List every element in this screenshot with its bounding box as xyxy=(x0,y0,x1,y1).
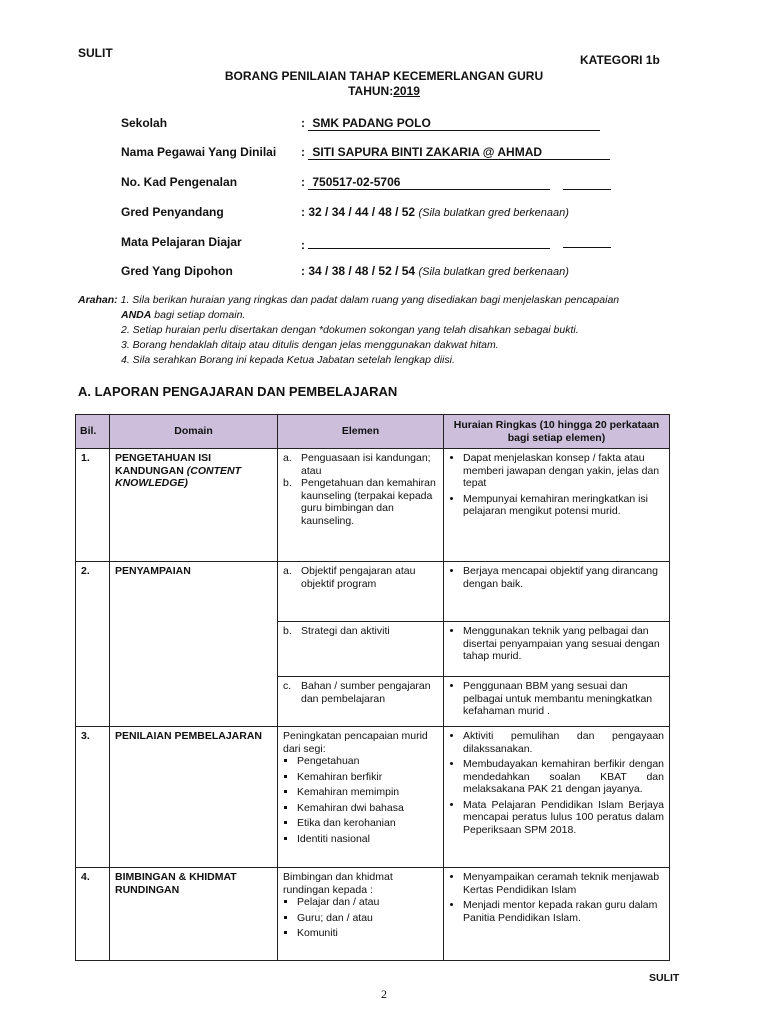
mata-pelajaran-extra-blank[interactable] xyxy=(563,247,611,248)
year-label: TAHUN: xyxy=(348,84,394,98)
list-item: • Berjaya mencapai objektif yang dirancang dengan baik. xyxy=(463,565,664,590)
list-item: • Aktiviti pemulihan dan pengayaan dilakssanakan. xyxy=(463,730,664,755)
list-item: • Membudayakan kemahiran berfikir dengan mendedahkan soalan KBAT dan melaksakana PAK 21 dengan jayanya. xyxy=(463,758,664,796)
row-huraian[interactable] xyxy=(444,868,670,961)
list-item: • Menjadi mentor kepada rakan guru dalam Panitia Pendidikan Islam. xyxy=(463,899,664,924)
list-item: • Dapat menjelaskan konsep / fakta atau memberi jawapan dengan yakin, jelas dan tepat xyxy=(463,452,664,490)
kad-extra-blank[interactable] xyxy=(563,189,611,190)
header-domain: Domain xyxy=(110,415,278,449)
header-sulit: SULIT xyxy=(78,46,113,60)
instruction-1: 1. Sila berikan huraian yang ringkas dan padat dalam ruang yang disediakan bagi menjelaskan pencapaian xyxy=(120,294,620,306)
header-kategori: KATEGORI 1b xyxy=(580,53,660,67)
kad-label: No. Kad Pengenalan xyxy=(121,175,238,189)
row-domain: BIMBINGAN & KHIDMAT RUNDINGAN xyxy=(110,868,278,961)
header-bil: Bil. xyxy=(76,415,110,449)
assessment-table xyxy=(75,414,670,961)
row-elemen: a. Penguasaan isi kandungan; atau b. Pengetahuan dan kemahiran kaunseling (terpakai kepada guru bimbingan dan kaunseling. xyxy=(278,449,444,562)
kad-value: 750517-02-5706 xyxy=(308,175,550,190)
header-elemen: Elemen xyxy=(278,415,444,449)
nama-value: SITI SAPURA BINTI ZAKARIA @ AHMAD xyxy=(308,145,610,160)
instruction-1-rest: bagi setiap domain. xyxy=(151,309,246,321)
gred-penyandang-field[interactable]: : 32 / 34 / 44 / 48 / 52 (Sila bulatkan gred berkenaan) xyxy=(301,205,569,219)
row-elemen: Bimbingan dan khidmat rundingan kepada : ▪ Pelajar dan / atau ▪ Guru; dan / atau ▪ Komuniti xyxy=(278,868,444,961)
row-huraian[interactable] xyxy=(444,727,670,868)
footer-sulit: SULIT xyxy=(649,972,680,984)
instruction-2: 2. Setiap huraian perlu disertakan dengan *dokumen sokongan yang telah disahkan sebagai bukti. xyxy=(121,324,579,336)
gred-dipohon-field[interactable]: : 34 / 38 / 48 / 52 / 54 (Sila bulatkan gred berkenaan) xyxy=(301,264,569,278)
gred-penyandang-value: 32 / 34 / 44 / 48 / 52 xyxy=(308,205,416,219)
row-bil: 3. xyxy=(76,727,110,868)
gred-penyandang-note: (Sila bulatkan gred berkenaan) xyxy=(418,207,569,219)
row-huraian[interactable] xyxy=(444,622,670,677)
table-header-row xyxy=(76,415,670,449)
list-item: • Penggunaan BBM yang sesuai dan pelbagai untuk membantu meningkatkan kefahaman murid . xyxy=(463,680,664,718)
row-bil: 4. xyxy=(76,868,110,961)
header-huraian: Huraian Ringkas (10 hingga 20 perkataan bagi setiap elemen) xyxy=(444,415,670,449)
instruction-4: 4. Sila serahkan Borang ini kepada Ketua Jabatan setelah lengkap diisi. xyxy=(121,354,455,366)
row-elemen: b. Strategi dan aktiviti xyxy=(278,622,444,677)
table-row xyxy=(76,562,670,622)
list-item: ▪ Pelajar dan / atau xyxy=(297,896,438,909)
list-item: ▪ Kemahiran dwi bahasa xyxy=(297,802,438,815)
nama-field[interactable]: : SITI SAPURA BINTI ZAKARIA @ AHMAD xyxy=(301,145,610,160)
section-title: A. LAPORAN PENGAJARAN DAN PEMBELAJARAN xyxy=(78,384,398,399)
gred-dipohon-note: (Sila bulatkan gred berkenaan) xyxy=(418,266,569,278)
row-elemen: Peningkatan pencapaian murid dari segi: ▪ Pengetahuan ▪ Kemahiran berfikir ▪ Kemahiran memimpin ▪ Kemahiran dwi bahasa ▪ Etika dan kerohanian ▪ Identiti nasional xyxy=(278,727,444,868)
gred-dipohon-label: Gred Yang Dipohon xyxy=(121,264,233,278)
list-item: ▪ Kemahiran berfikir xyxy=(297,771,438,784)
page-number: 2 xyxy=(381,987,387,1001)
table-row xyxy=(76,868,670,961)
form-year xyxy=(0,84,768,98)
form-title: BORANG PENILAIAN TAHAP KECEMERLANGAN GURU xyxy=(224,69,544,83)
row-elemen: a. Objektif pengajaran atau objektif program xyxy=(278,562,444,622)
list-item: ▪ Guru; dan / atau xyxy=(297,912,438,925)
list-item: • Menggunakan teknik yang pelbagai dan disertai penyampaian yang sesuai dengan tahap murid. xyxy=(463,625,664,663)
list-item: ▪ Etika dan kerohanian xyxy=(297,817,438,830)
instructions-label: Arahan: xyxy=(78,294,118,306)
list-item: • Menyampaikan ceramah teknik menjawab Kertas Pendidikan Islam xyxy=(463,871,664,896)
row-huraian[interactable] xyxy=(444,562,670,622)
year-value: 2019 xyxy=(393,84,420,98)
list-item: • Mata Pelajaran Pendidikan Islam Berjaya mencapai peratus lulus 100 peratus dalam Peperiksaan SPM 2018. xyxy=(463,799,664,837)
row-bil: 1. xyxy=(76,449,110,562)
mata-pelajaran-label: Mata Pelajaran Diajar xyxy=(121,235,242,249)
list-item: ▪ Identiti nasional xyxy=(297,833,438,846)
gred-dipohon-value: 34 / 38 / 48 / 52 / 54 xyxy=(308,264,416,278)
list-item: ▪ Komuniti xyxy=(297,927,438,940)
list-item: • Mempunyai kemahiran meringkatkan isi pelajaran mengikut potensi murid. xyxy=(463,493,664,518)
instruction-3: 3. Borang hendaklah ditaip atau ditulis dengan jelas menggunakan dakwat hitam. xyxy=(121,339,499,351)
row-huraian[interactable] xyxy=(444,449,670,562)
table-row xyxy=(76,449,670,562)
sekolah-value: SMK PADANG POLO xyxy=(308,116,600,131)
mata-pelajaran-field[interactable]: : xyxy=(301,235,550,252)
instructions xyxy=(78,293,688,368)
row-domain: PENGETAHUAN ISI KANDUNGAN (CONTENT KNOWLEDGE) xyxy=(110,449,278,562)
mata-pelajaran-value xyxy=(308,235,550,249)
row-domain: PENILAIAN PEMBELAJARAN xyxy=(110,727,278,868)
kad-field[interactable]: : 750517-02-5706 xyxy=(301,175,550,190)
instruction-1-bold: ANDA xyxy=(121,309,152,321)
row-huraian[interactable] xyxy=(444,677,670,727)
sekolah-label: Sekolah xyxy=(121,116,168,130)
table-row xyxy=(76,727,670,868)
row-domain: PENYAMPAIAN xyxy=(110,562,278,727)
row-bil: 2. xyxy=(76,562,110,727)
list-item: ▪ Kemahiran memimpin xyxy=(297,786,438,799)
nama-label: Nama Pegawai Yang Dinilai xyxy=(121,145,277,159)
list-item: ▪ Pengetahuan xyxy=(297,755,438,768)
row-elemen: c. Bahan / sumber pengajaran dan pembelajaran xyxy=(278,677,444,727)
gred-penyandang-label: Gred Penyandang xyxy=(121,205,224,219)
sekolah-field[interactable]: : SMK PADANG POLO xyxy=(301,116,600,131)
